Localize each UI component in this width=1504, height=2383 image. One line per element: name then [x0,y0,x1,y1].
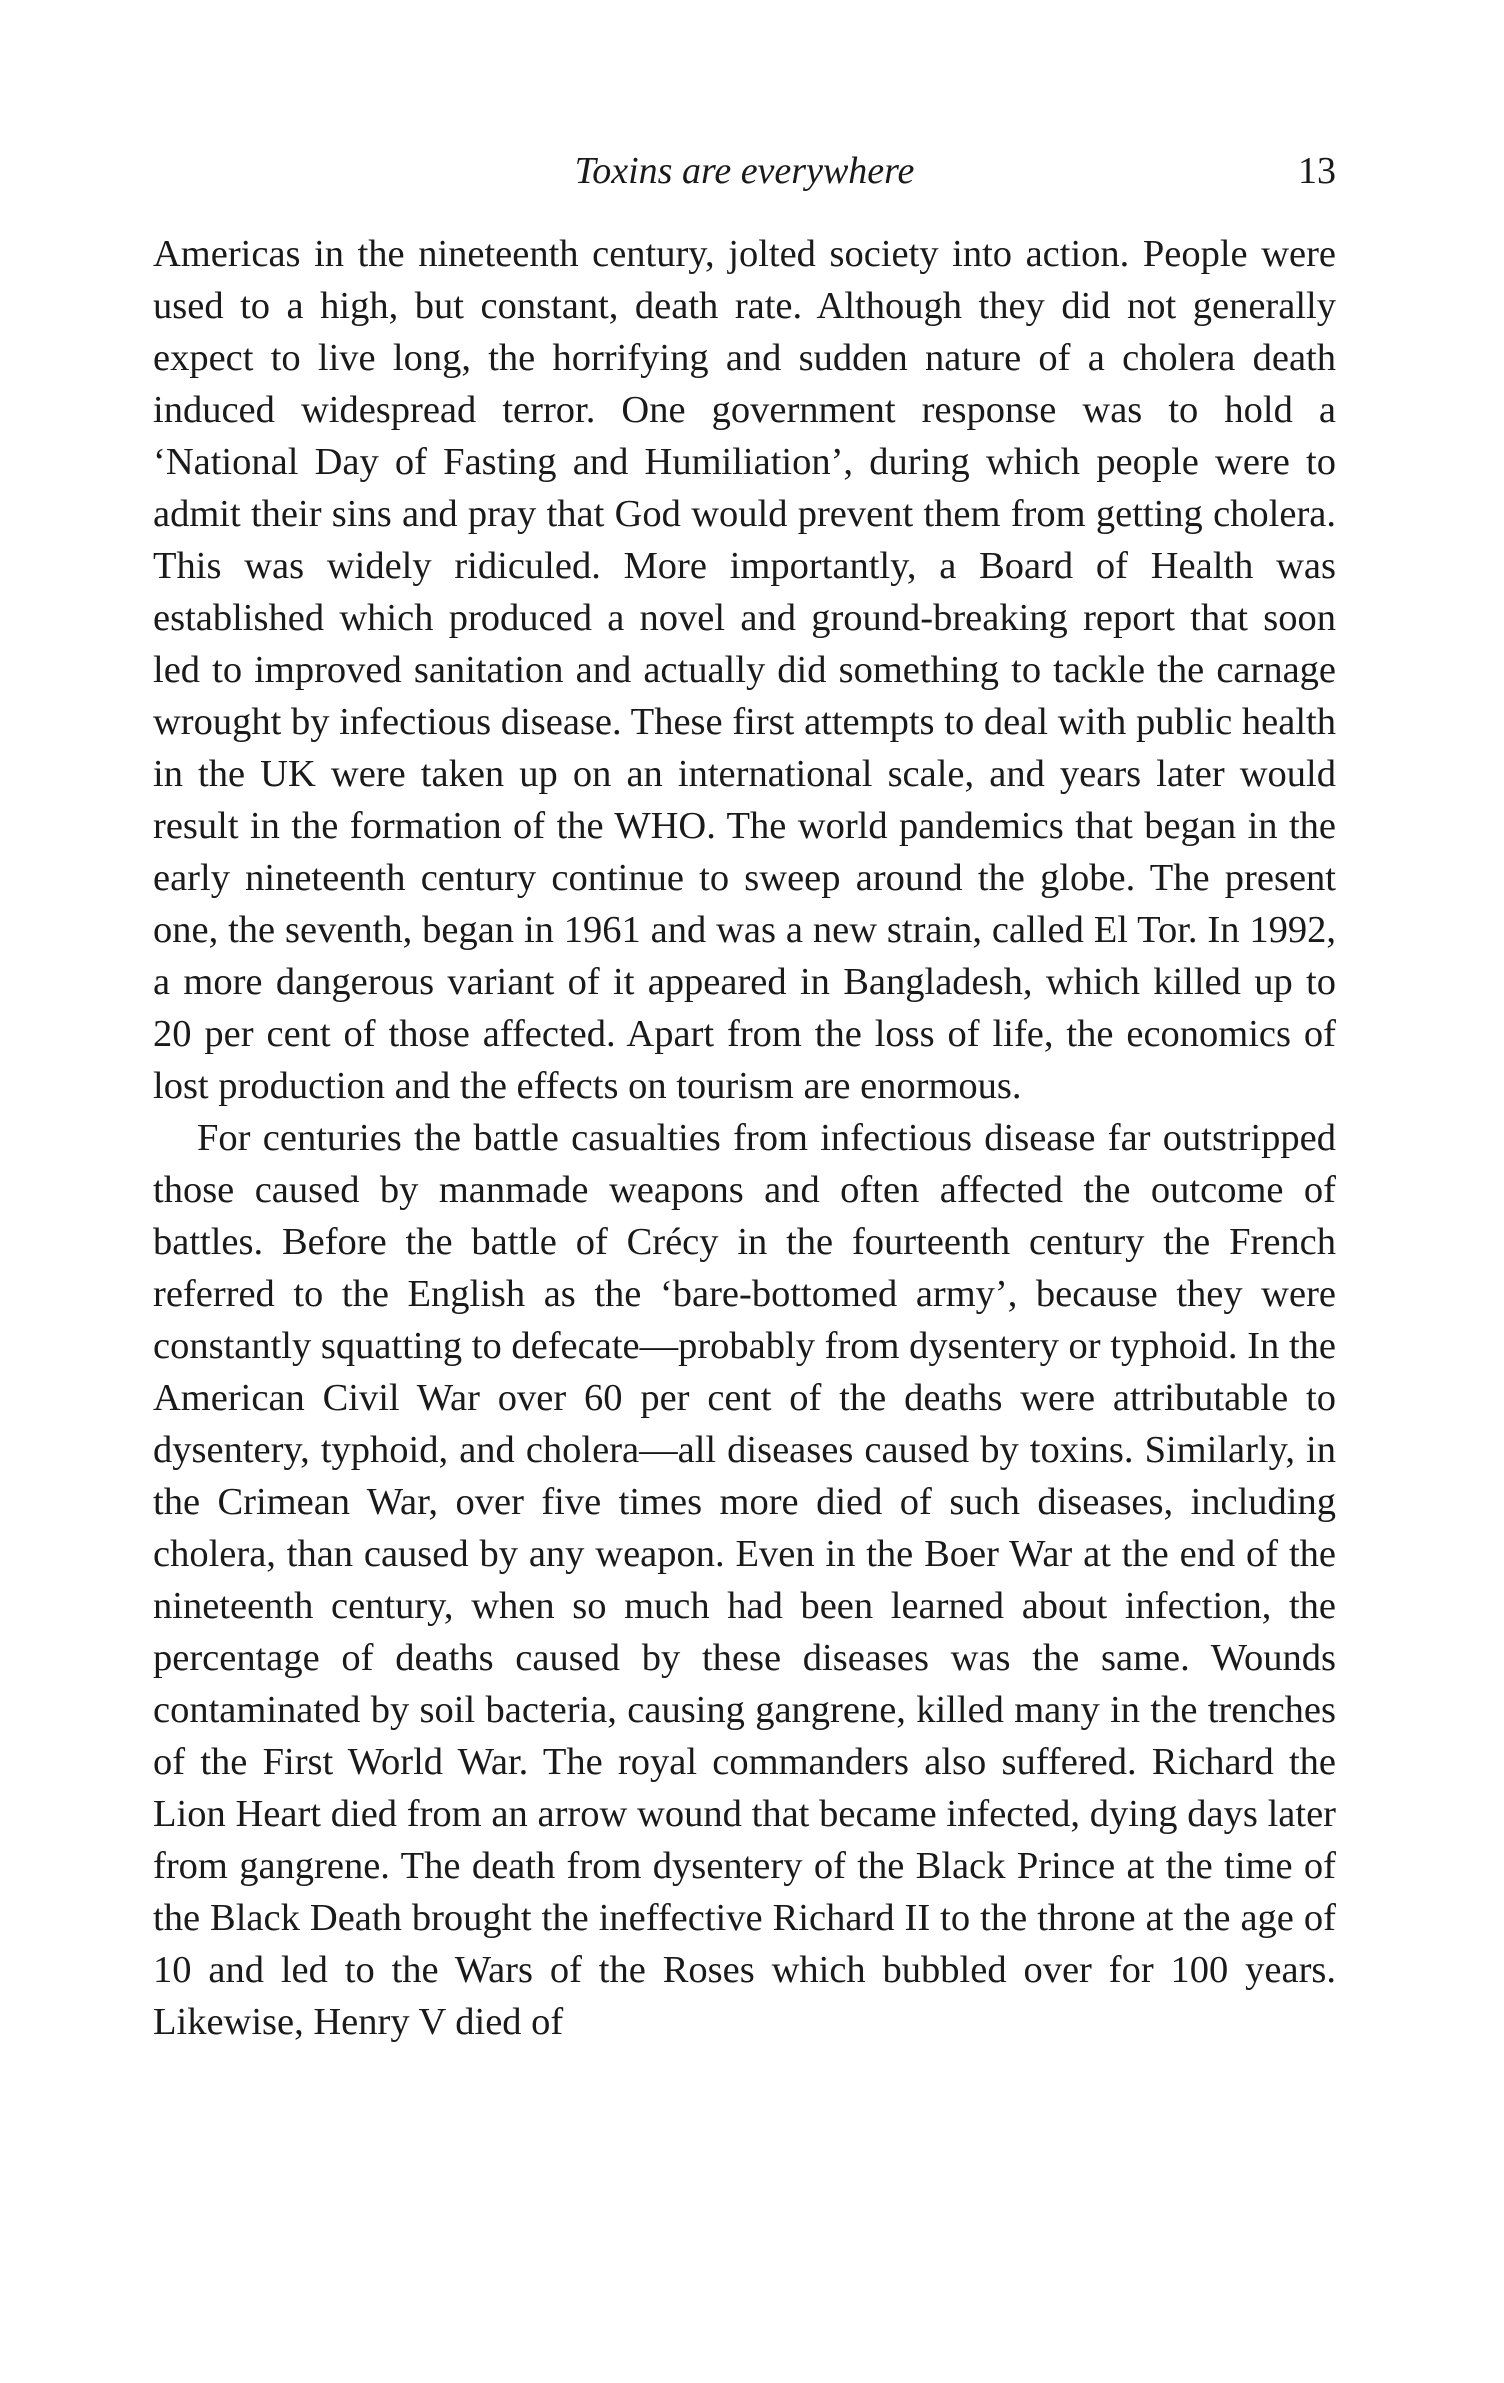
running-header [153,146,1336,206]
body-text [153,228,1336,2048]
paragraph-continued: Americas in the nineteenth century, jolted society into action. People were used to a high, but constant, death rate. Although they did not generally expect to live long, the horrifying and sudden nature of a cholera death induced widespread terror. One government response was to hold a ‘National Day of Fasting and Humiliation’, during which people were to admit their sins and pray that God would prevent them from getting cholera. This was widely ridiculed. More importantly, a Board of Health was established which produced a novel and ground-breaking report that soon led to improved sanitation and actually did something to tackle the carnage wrought by infectious disease. These first attempts to deal with public health in the UK were taken up on an international scale, and years later would result in the formation of the WHO. The world pandemics that began in the early nineteenth century continue to sweep around the globe. The present one, the seventh, began in 1961 and was a new strain, called El Tor. In 1992, a more dangerous variant of it appeared in Bangladesh, which killed up to 20 per cent of those affected. Apart from the loss of life, the economics of lost production and the effects on tourism are enormous. [153,233,1336,1107]
running-title: Toxins are everywhere [574,150,915,192]
paragraph: For centuries the battle casualties from infectious disease far outstripped those caused by manmade weapons and often affected the outcome of battles. Before the battle of Crécy in the fourteenth century the French referred to the English as the ‘bare-bottomed army’, because they were constantly squatting to defecate—probably from dysentery or typhoid. In the American Civil War over 60 per cent of the deaths were attributable to dysentery, typhoid, and cholera—all diseases caused by toxins. Similarly, in the Crimean War, over five times more died of such diseases, including cholera, than caused by any weapon. Even in the Boer War at the end of the nineteenth century, when so much had been learned about infection, the percentage of deaths caused by these diseases was the same. Wounds contaminated by soil bacteria, causing gangrene, killed many in the trenches of the First World War. The royal commanders also suffered. Richard the Lion Heart died from an arrow wound that became infected, dying days later from gangrene. The death from dysentery of the Black Prince at the time of the Black Death brought the ineffective Richard II to the throne at the age of 10 and led to the Wars of the Roses which bubbled over for 100 years. Likewise, Henry V died of [153,1117,1336,2043]
page-number: 13 [1298,150,1336,192]
